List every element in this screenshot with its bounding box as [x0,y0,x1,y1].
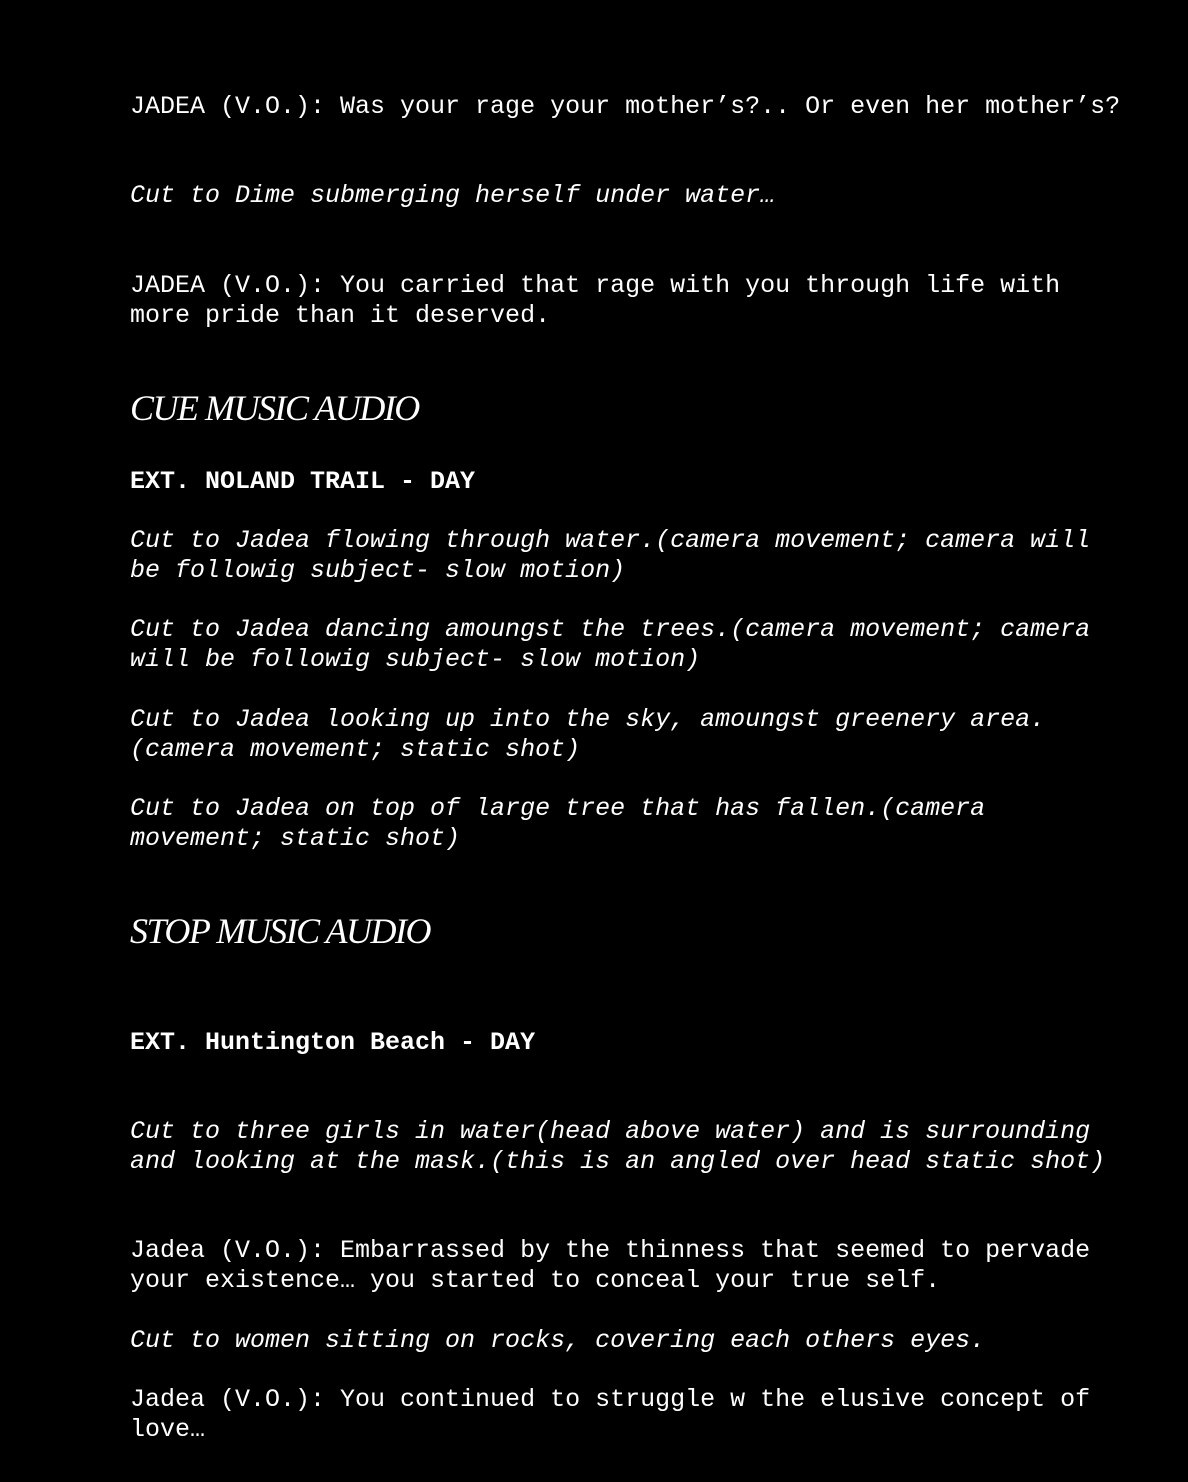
scene-heading: EXT. NOLAND TRAIL - DAY [130,467,476,496]
action-line: Cut to three girls in water(head above water) and is surrounding and looking at the mask.(this is an angled over head static shot) [130,1117,1106,1176]
music-cue-heading: CUE MUSIC AUDIO [130,388,419,428]
action-line: Cut to Jadea looking up into the sky, amoungst greenery area. (camera movement; static shot) [130,705,1046,764]
scene-heading: EXT. Huntington Beach - DAY [130,1028,536,1057]
action-line: Cut to Dime submerging herself under water… [130,181,776,210]
voiceover-line: JADEA (V.O.): You carried that rage with you through life with more pride than it deserved. [130,271,1076,330]
voiceover-line: Jadea (V.O.): Embarrassed by the thinness that seemed to pervade your existence… you started to conceal your true self. [130,1236,1106,1295]
action-line: Cut to Jadea flowing through water.(camera movement; camera will be followig subject- slow motion) [130,526,1106,585]
music-cue-heading: STOP MUSIC AUDIO [130,911,431,951]
action-line: Cut to Jadea dancing amoungst the trees.(camera movement; camera will be followig subject- slow motion) [130,615,1106,674]
action-line: Cut to Jadea on top of large tree that has fallen.(camera movement; static shot) [130,794,1001,853]
voiceover-line: JADEA (V.O.): Was your rage your mother’s?.. Or even her mother’s? [130,92,1121,121]
voiceover-line: Jadea (V.O.): You continued to struggle w the elusive concept of love… [130,1385,1106,1444]
action-line: Cut to women sitting on rocks, covering each others eyes. [130,1326,986,1355]
